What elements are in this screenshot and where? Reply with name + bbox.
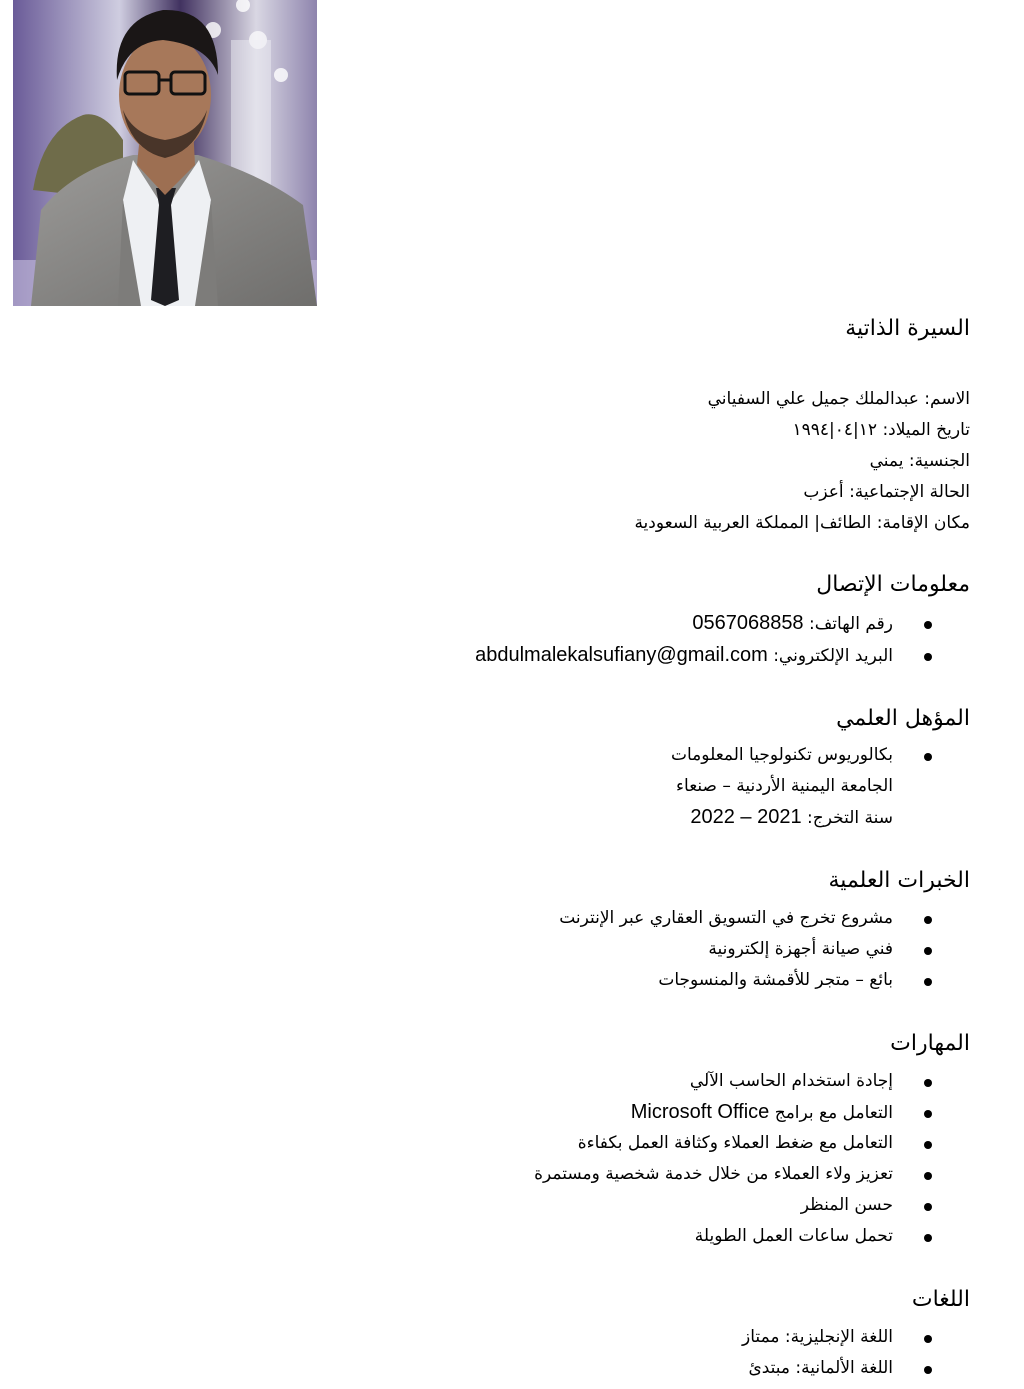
education-degree: بكالوريوس تكنولوجيا المعلومات [671, 745, 893, 765]
language-item: اللغة الألمانية: مبتدئ [748, 1358, 893, 1378]
skill-item: تحمل ساعات العمل الطويلة [694, 1226, 893, 1246]
bullet-icon [924, 753, 932, 761]
languages-heading: اللغات [911, 1287, 970, 1312]
skills-heading: المهارات [890, 1031, 970, 1056]
graduation-label: سنة التخرج: [807, 808, 893, 828]
profile-photo [13, 0, 317, 306]
phone-label: رقم الهاتف: [808, 614, 893, 634]
bullet-icon [924, 1234, 932, 1242]
contact-heading: معلومات الإتصال [816, 572, 970, 597]
nationality-value: يمني [869, 451, 904, 471]
phone-value[interactable]: 0567068858 [692, 612, 804, 634]
bullet-icon [924, 947, 932, 955]
list-item [350, 1322, 970, 1353]
list-item [350, 1159, 970, 1190]
bullet-icon [924, 621, 932, 629]
cv-title: السيرة الذاتية [845, 316, 970, 341]
marital-label: الحالة الإجتماعية: [849, 482, 970, 502]
nationality-label: الجنسية: [908, 451, 970, 471]
experience-item: بائع – متجر للأقمشة والمنسوجات [658, 970, 893, 990]
list-item [350, 965, 970, 996]
experience-item: فني صيانة أجهزة إلكترونية [708, 939, 893, 959]
personal-name [708, 384, 970, 414]
birthdate-value: ١٢|٠٤|١٩٩٤ [792, 420, 878, 440]
bullet-icon [924, 1203, 932, 1211]
education-graduation [690, 802, 893, 834]
skill-item: إجادة استخدام الحاسب الآلي [689, 1071, 893, 1091]
email-value[interactable]: abdulmalekalsufiany@gmail.com [475, 644, 768, 666]
list-item [350, 1190, 970, 1221]
experience-item: مشروع تخرج في التسويق العقاري عبر الإنترنت [559, 908, 893, 928]
list-item [350, 1353, 970, 1384]
name-label: الاسم: [924, 389, 970, 409]
skill-item: التعامل مع ضغط العملاء وكثافة العمل بكفاءة [577, 1133, 893, 1153]
skill-item [631, 1097, 893, 1129]
bullet-icon [924, 916, 932, 924]
email-label: البريد الإلكتروني: [773, 646, 893, 666]
personal-marital-status [803, 477, 970, 507]
residence-label: مكان الإقامة: [876, 513, 970, 533]
bullet-icon [924, 978, 932, 986]
personal-residence [634, 508, 970, 538]
bullet-icon [924, 1335, 932, 1343]
bullet-icon [924, 653, 932, 661]
education-degree-item [350, 740, 970, 771]
bullet-icon [924, 1110, 932, 1118]
birthdate-label: تاريخ الميلاد: [882, 420, 970, 440]
education-university: الجامعة اليمنية الأردنية – صنعاء [676, 776, 893, 796]
experience-heading: الخبرات العلمية [828, 868, 970, 893]
name-value: عبدالملك جميل علي السفياني [707, 389, 919, 409]
list-item [350, 1097, 970, 1128]
residence-value: الطائف| المملكة العربية السعودية [634, 513, 872, 533]
language-item: اللغة الإنجليزية: ممتاز [742, 1327, 893, 1347]
list-item [350, 1128, 970, 1159]
skill-item: حسن المنظر [800, 1195, 893, 1215]
education-heading: المؤهل العلمي [836, 706, 970, 731]
skill-item-software: Microsoft Office [630, 1101, 770, 1123]
bullet-icon [924, 1172, 932, 1180]
bullet-icon [924, 1141, 932, 1149]
list-item [350, 1221, 970, 1252]
bullet-icon [924, 1079, 932, 1087]
skill-item-text: التعامل مع برامج [774, 1103, 893, 1123]
contact-phone-item [350, 608, 970, 639]
marital-value: أعزب [803, 482, 844, 502]
bullet-icon [924, 1366, 932, 1374]
skill-item: تعزيز ولاء العملاء من خلال خدمة شخصية ومستمرة [534, 1164, 893, 1184]
list-item [350, 1066, 970, 1097]
personal-nationality [870, 446, 970, 476]
contact-email-item [350, 640, 970, 671]
list-item [350, 934, 970, 965]
list-item [350, 903, 970, 934]
personal-birthdate [793, 415, 970, 445]
graduation-years: 2021 – 2022 [690, 806, 802, 828]
